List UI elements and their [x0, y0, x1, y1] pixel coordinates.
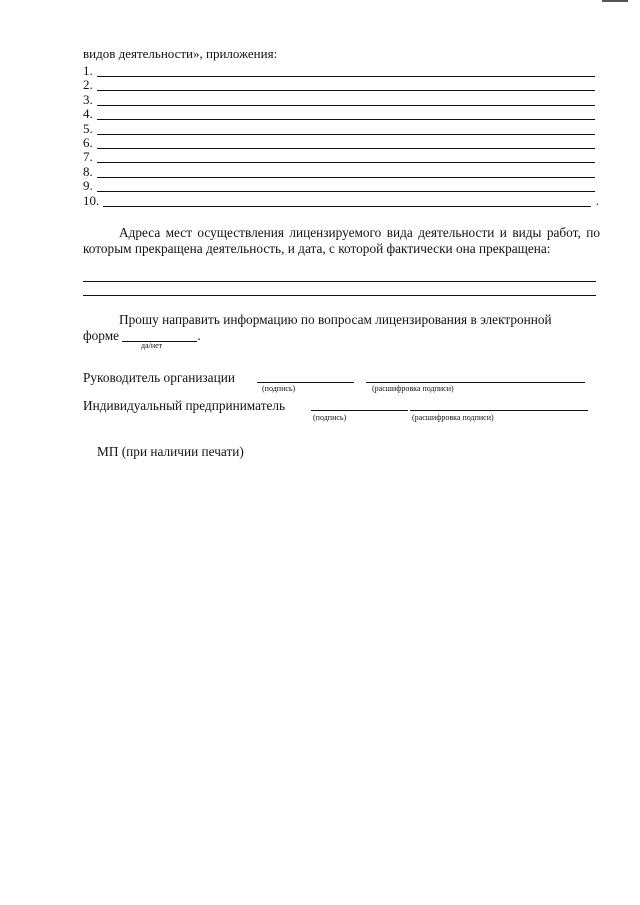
request-paragraph: [83, 312, 600, 328]
attachment-number: 4.: [83, 106, 93, 122]
attachments-list: [83, 64, 599, 208]
attachment-number: 8.: [83, 163, 93, 179]
attachment-row: [83, 150, 599, 164]
attachment-row: [83, 107, 599, 121]
head-signature-line[interactable]: [257, 382, 354, 383]
addresses-paragraph-text: Адреса мест осуществления лицензируемого вида деятельности и виды работ, по которым прекращена деятельность, и дата, с которой фактически она прекращена:: [83, 225, 600, 256]
attachment-row: [83, 165, 599, 179]
attachment-number: 6.: [83, 134, 93, 150]
attachment-number: 3.: [83, 91, 93, 107]
attachment-fill-line[interactable]: [97, 148, 595, 149]
attachment-row: [83, 136, 599, 150]
entrepreneur-signature-line[interactable]: [311, 410, 408, 411]
attachment-fill-line[interactable]: [97, 177, 595, 178]
yes-no-caption: да/нет: [141, 341, 163, 350]
head-label: Руководитель организации: [83, 370, 235, 385]
entrepreneur-decoding-caption: (расшифровка подписи): [412, 413, 494, 422]
attachment-row: [83, 64, 599, 78]
stamp-note: МП (при наличии печати): [97, 444, 244, 459]
intro-text: видов деятельности», приложения:: [83, 46, 278, 61]
attachment-fill-line[interactable]: [97, 90, 595, 91]
head-signature-caption: (подпись): [262, 384, 296, 393]
entrepreneur-label: Индивидуальный предприниматель: [83, 398, 286, 413]
attachment-number: 1.: [83, 63, 93, 78]
attachment-fill-line[interactable]: [97, 119, 595, 120]
attachment-fill-line[interactable]: [97, 162, 595, 163]
attachment-fill-line[interactable]: [103, 206, 591, 207]
attachment-fill-line[interactable]: [97, 134, 595, 135]
attachment-row: [83, 78, 599, 92]
attachment-row: [83, 179, 599, 193]
entrepreneur-signature-decoding-line[interactable]: [410, 410, 588, 411]
attachment-number: 5.: [83, 120, 93, 136]
attachments-end-period: .: [595, 192, 599, 208]
corner-mark: [602, 0, 628, 2]
head-decoding-caption: (расшифровка подписи): [372, 384, 454, 393]
entrepreneur-signature-caption: (подпись): [313, 413, 347, 422]
attachment-row: [83, 93, 599, 107]
attachment-row: [83, 122, 599, 136]
attachment-row: [83, 194, 599, 208]
request-paragraph-text: Прошу направить информацию по вопросам лицензирования в электронной: [119, 312, 552, 327]
request-form-word: форме: [83, 328, 120, 343]
addresses-fill-line[interactable]: [83, 295, 596, 296]
attachment-number: 2.: [83, 77, 93, 93]
attachment-fill-line[interactable]: [97, 105, 595, 106]
addresses-paragraph: [83, 225, 600, 257]
attachment-fill-line[interactable]: [97, 76, 595, 77]
attachment-fill-line[interactable]: [97, 191, 595, 192]
addresses-fill-line[interactable]: [83, 281, 596, 282]
attachment-number: 9.: [83, 178, 93, 194]
head-signature-decoding-line[interactable]: [366, 382, 585, 383]
request-form-period: .: [197, 328, 201, 343]
attachment-number: 10.: [83, 192, 100, 208]
attachment-number: 7.: [83, 149, 93, 165]
